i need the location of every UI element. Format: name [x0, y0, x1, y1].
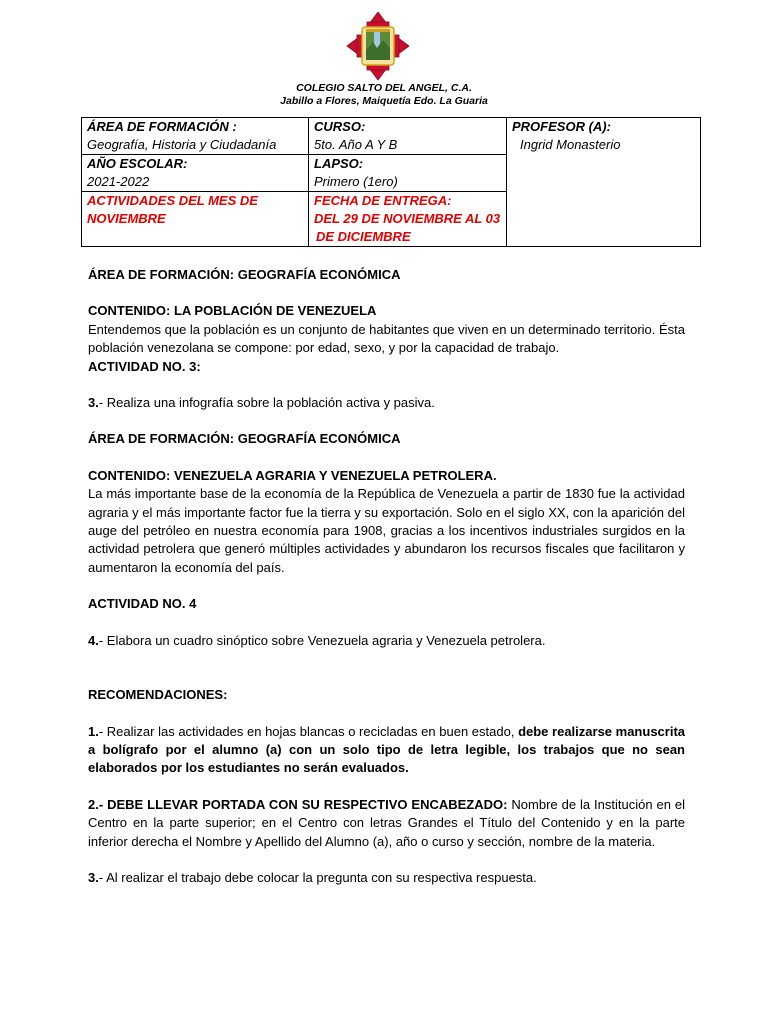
section1-contenido: CONTENIDO: LA POBLACIÓN DE VENEZUELA — [88, 303, 377, 319]
school-name: COLEGIO SALTO DEL ANGEL, C.A. — [296, 82, 472, 94]
profesor-cell — [507, 118, 701, 247]
anio-value: 2021-2022 — [87, 174, 150, 189]
fecha-cell — [309, 192, 507, 247]
r3-text: - Al realizar el trabajo debe colocar la pregunta con su respectiva respuesta. — [98, 869, 537, 885]
curso-cell — [309, 118, 507, 155]
profesor-label: PROFESOR (A): — [512, 119, 611, 134]
section2-actividad-title: ACTIVIDAD NO. 4 — [88, 596, 197, 612]
lapso-value: Primero (1ero) — [314, 174, 398, 189]
r1-num: 1. — [88, 723, 99, 739]
section2-actividad-num: 4. — [88, 632, 99, 648]
fecha-line2: DE DICIEMBRE — [316, 229, 411, 244]
info-table — [81, 117, 701, 247]
area-cell — [82, 118, 309, 155]
school-address: Jabillo a Flores, Maiquetía Edo. La Guaria — [280, 95, 488, 107]
anio-cell — [82, 155, 309, 192]
school-crest-logo — [345, 10, 411, 82]
profesor-value: Ingrid Monasterio — [520, 137, 621, 152]
section1-actividad — [88, 394, 685, 412]
recomendaciones-title: RECOMENDACIONES: — [88, 687, 228, 703]
area-label: ÁREA DE FORMACIÓN : — [87, 119, 237, 134]
section2-actividad — [88, 632, 685, 650]
r1-text: - Realizar las actividades en hojas blancas o recicladas en buen estado, — [98, 723, 515, 739]
recomendacion-2 — [88, 796, 685, 851]
area-value: Geografía, Historia y Ciudadanía — [87, 137, 277, 152]
anio-label: AÑO ESCOLAR: — [87, 156, 188, 171]
section2-actividad-text: - Elabora un cuadro sinóptico sobre Venezuela agraria y Venezuela petrolera. — [98, 632, 546, 648]
section1-actividad-num: 3. — [88, 395, 99, 411]
section1-actividad-text: - Realiza una infografía sobre la población activa y pasiva. — [98, 395, 435, 411]
section2-contenido: CONTENIDO: VENEZUELA AGRARIA Y VENEZUELA PETROLERA. — [88, 467, 497, 483]
document-body — [88, 266, 685, 887]
r2-text: Nombre de la Institución en el Centro en la parte superior; en el Centro con letras Grandes el Título del Contenido y en la parte inferior derecha el Nombre y Apellido del Alumno (a), año o curso y sección, nombre de la materia. — [88, 796, 685, 849]
fecha-label: FECHA DE ENTREGA: — [314, 193, 452, 208]
section1-actividad-title: ACTIVIDAD NO. 3: — [88, 358, 201, 374]
r3-num: 3. — [88, 869, 99, 885]
recomendacion-1 — [88, 723, 685, 778]
recomendacion-3 — [88, 869, 685, 887]
section1-area: ÁREA DE FORMACIÓN: GEOGRAFÍA ECONÓMICA — [88, 267, 401, 282]
fecha-line1: DEL 29 DE NOVIEMBRE AL 03 — [314, 211, 501, 226]
section1-paragraph: Entendemos que la población es un conjunto de habitantes que viven en un determinado territorio. Ésta población venezolana se compone: por edad, sexo, y por la capacidad de trabajo. — [88, 321, 685, 356]
curso-value: 5to. Año A Y B — [314, 137, 398, 152]
section2-area: ÁREA DE FORMACIÓN: GEOGRAFÍA ECONÓMICA — [88, 431, 401, 447]
actividades-cell — [82, 192, 309, 247]
school-header — [0, 82, 768, 108]
actividades-label: ACTIVIDADES DEL MES DE NOVIEMBRE — [87, 193, 258, 226]
section2-paragraph: La más importante base de la economía de la República de Venezuela a partir de 1830 fue la actividad agraria y el más importante factor fue la tierra y su exportación. Solo en el siglo XX, con la aparición del auge del petróleo en nuestra economía para 1908, gracias a los incentivos industriales surgidos en la actividad petrolera que generó múltiples actividades y abundaron los recursos fiscales que facilitaron y aumentaron la economía del país. — [88, 486, 685, 575]
r1-bold: debe realizarse manuscrita a bolígrafo por el alumno (a) con un solo tipo de letra legible, los trabajos que no sean elaborados por los estudiantes no serán evaluados. — [88, 723, 686, 776]
lapso-cell — [309, 155, 507, 192]
curso-label: CURSO: — [314, 119, 366, 134]
lapso-label: LAPSO: — [314, 156, 364, 171]
r2-bold: 2.- DEBE LLEVAR PORTADA CON SU RESPECTIVO ENCABEZADO: — [88, 796, 508, 812]
